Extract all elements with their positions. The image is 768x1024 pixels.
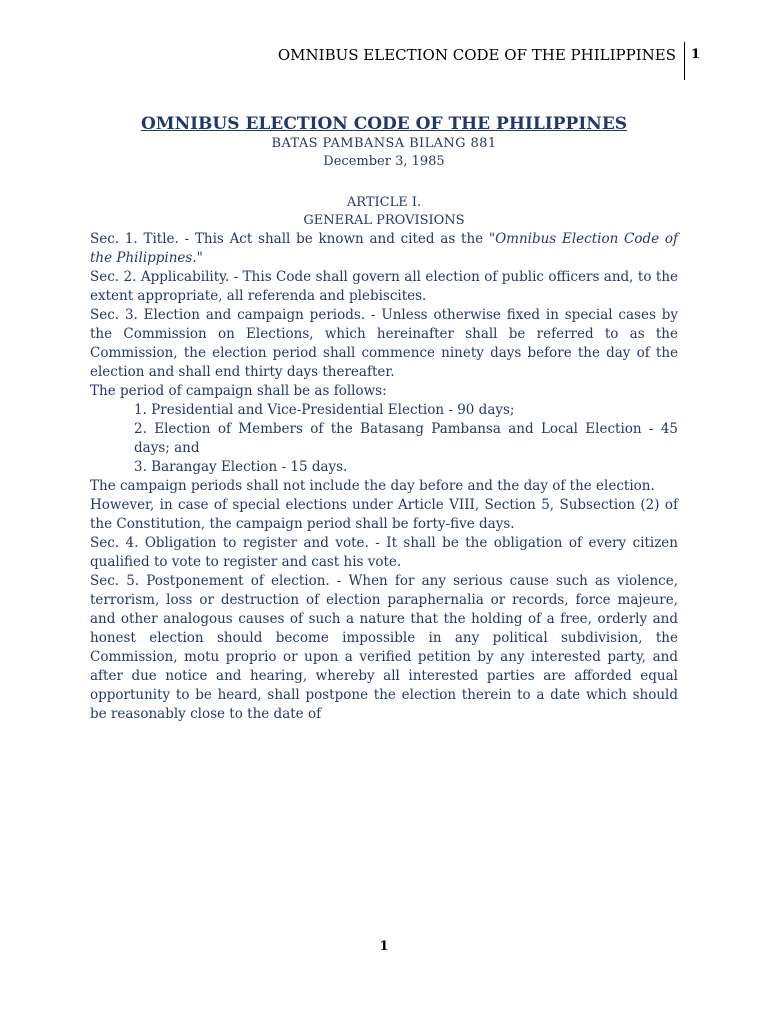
header-page-number: 1 [691, 47, 701, 62]
campaign-item: 3. Barangay Election - 15 days. [134, 459, 348, 475]
campaign-exclusion: The campaign periods shall not include the day before and the day of the election. [90, 478, 655, 494]
campaign-intro: The period of campaign shall be as follows: [90, 383, 387, 399]
campaign-item: 2. Election of Members of the Batasang Pambansa and Local Election - 45 days; and [134, 421, 678, 456]
document-date: December 3, 1985 [323, 154, 445, 169]
section-4: Sec. 4. Obligation to register and vote. - It shall be the obligation of every citizen qualified to vote to register and cast his vote. [90, 535, 678, 570]
document-body [90, 113, 678, 724]
footer-page-number: 1 [379, 939, 389, 954]
section-1 [90, 230, 678, 268]
section-5: Sec. 5. Postponement of election. - When for any serious cause such as violence, terrorism, loss or destruction of election paraphernalia or records, force majeure, and other analogous causes of such a nature that the holding of a free, orderly and honest election should become impossible in any political subdivision, the Commission, motu proprio or upon a verified petition by any interested party, and after due notice and hearing, whereby all interested parties are afforded equal opportunity to be heard, shall postpone the election therein to a date which should be reasonably close to the date of [90, 573, 678, 722]
header-title: OMNIBUS ELECTION CODE OF THE PHILIPPINES [277, 46, 676, 64]
special-elections-paragraph: However, in case of special elections under Article VIII, Section 5, Subsection (2) of the Constitution, the campaign period shall be forty-five days. [90, 497, 678, 532]
article-heading [90, 194, 678, 230]
campaign-item: 1. Presidential and Vice-Presidential Election - 90 days; [134, 402, 515, 418]
document-title: OMNIBUS ELECTION CODE OF THE PHILIPPINES [140, 114, 628, 134]
header-divider [684, 42, 685, 80]
document-subtitle: BATAS PAMBANSA BILANG 881 [271, 136, 497, 151]
section-1-text: Sec. 1. Title. - This Act shall be known and cited as the " [90, 231, 496, 247]
section-3: Sec. 3. Election and campaign periods. - Unless otherwise fixed in special cases by the Commission on Elections, which hereinafter shall be referred to as the Commission, the election period shall commence ninety days before the day of the election and shall end thirty days thereafter. [90, 307, 678, 380]
section-1-italic: Omnibus Election Code of the Philippines. [90, 231, 678, 266]
section-2: Sec. 2. Applicability. - This Code shall govern all election of public officers and, to the extent appropriate, all referenda and plebiscites. [90, 269, 678, 304]
article-name: GENERAL PROVISIONS [303, 213, 465, 228]
page-header [0, 0, 768, 80]
article-number: ARTICLE I. [346, 195, 422, 210]
section-1-close: " [196, 250, 203, 266]
